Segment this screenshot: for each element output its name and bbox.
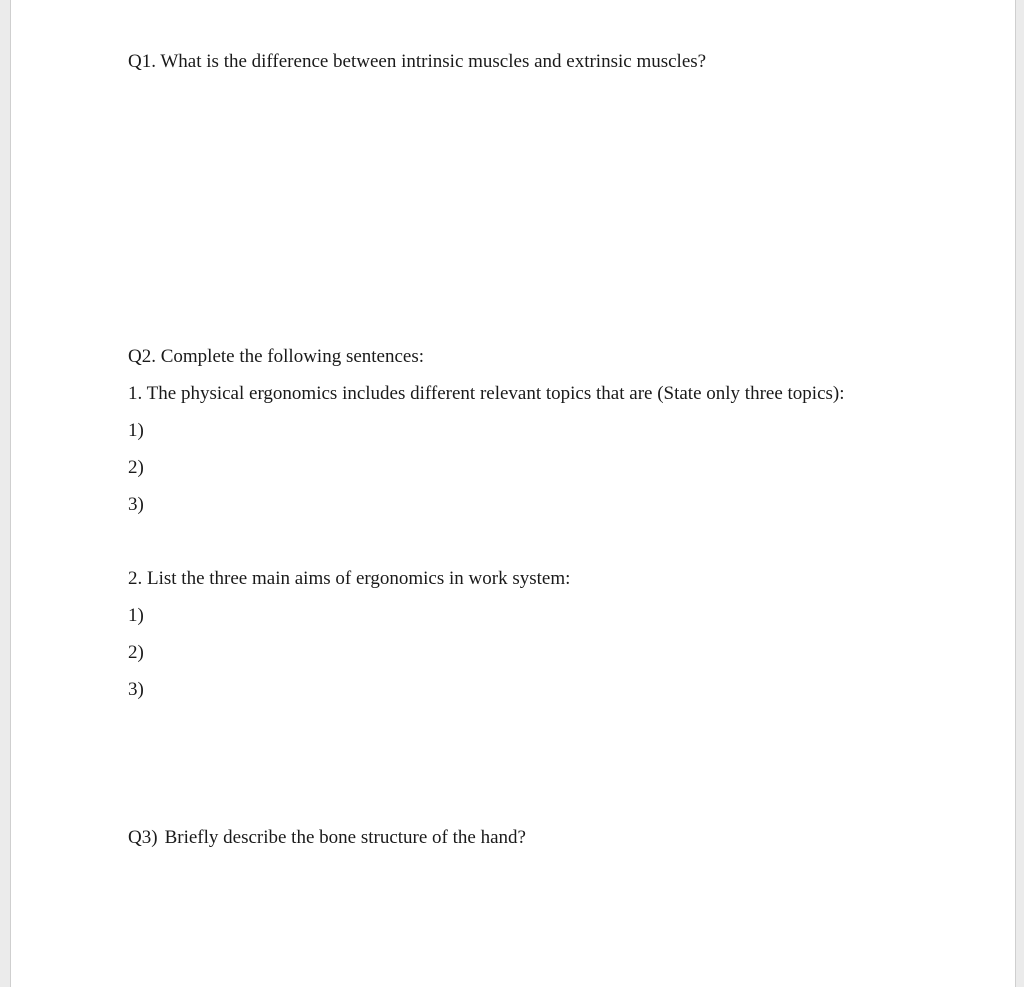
- document-page: [10, 0, 1016, 987]
- question-2-part-2-prompt: 2. List the three main aims of ergonomics in work system:: [128, 568, 571, 589]
- question-2-part-2-item-2: 2): [128, 642, 144, 663]
- question-2-part-1-prompt: 1. The physical ergonomics includes different relevant topics that are (State only three topics):: [128, 383, 845, 404]
- question-3-text: Briefly describe the bone structure of the hand?: [164, 827, 526, 848]
- question-3: [128, 826, 526, 850]
- question-2-part-1-item-1: 1): [128, 420, 144, 441]
- question-1: Q1. What is the difference between intrinsic muscles and extrinsic muscles?: [128, 51, 707, 72]
- question-2-heading: Q2. Complete the following sentences:: [128, 346, 425, 367]
- question-2-part-1-item-3: 3): [128, 494, 144, 515]
- question-3-number: Q3): [128, 827, 158, 848]
- question-2-part-1-item-2: 2): [128, 457, 144, 478]
- question-2-part-2-item-1: 1): [128, 605, 144, 626]
- question-2-part-2-item-3: 3): [128, 679, 144, 700]
